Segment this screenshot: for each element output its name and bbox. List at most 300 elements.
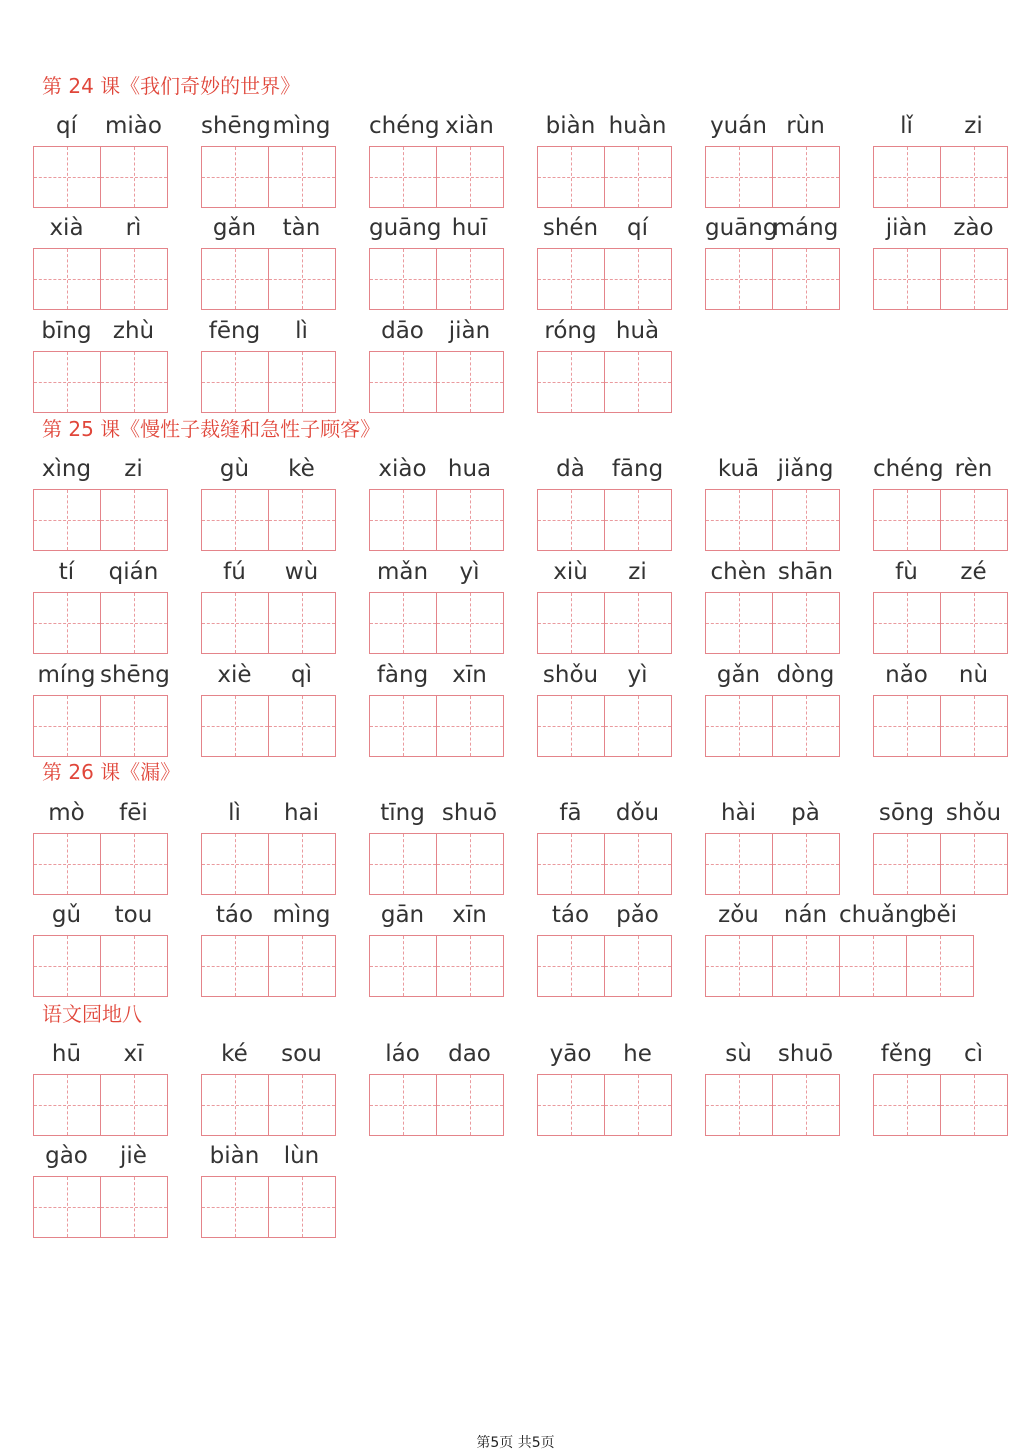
writing-cell[interactable] xyxy=(268,351,336,413)
writing-cell[interactable] xyxy=(772,489,840,551)
pinyin-syllable: shēng xyxy=(100,662,170,688)
writing-grid xyxy=(201,248,335,310)
writing-grid xyxy=(537,592,671,654)
writing-grid xyxy=(369,833,503,895)
writing-cell[interactable] xyxy=(201,695,269,757)
writing-cell[interactable] xyxy=(268,1176,336,1238)
pinyin-syllable: kuā xyxy=(717,456,760,482)
writing-cell[interactable] xyxy=(100,833,168,895)
writing-cell[interactable] xyxy=(33,351,101,413)
pinyin-line xyxy=(873,792,1007,832)
writing-cell[interactable] xyxy=(604,489,672,551)
pinyin-syllable: bīng xyxy=(41,318,92,344)
pinyin-syllable: xià xyxy=(49,215,84,241)
writing-cell[interactable] xyxy=(604,1074,672,1136)
writing-grid xyxy=(705,935,973,997)
writing-cell[interactable] xyxy=(268,489,336,551)
writing-grid xyxy=(369,592,503,654)
pinyin-syllable: xiàn xyxy=(445,113,494,139)
word-item xyxy=(33,1135,167,1175)
writing-cell[interactable] xyxy=(604,935,672,997)
pinyin-syllable: míng xyxy=(37,662,96,688)
writing-cell[interactable] xyxy=(772,935,840,997)
writing-cell[interactable] xyxy=(33,592,101,654)
pinyin-syllable: jiè xyxy=(120,1143,147,1169)
section-title: 第 25 课《慢性子裁缝和急性子顾客》 xyxy=(42,417,381,441)
pinyin-syllable: tou xyxy=(114,902,153,928)
section-title: 语文园地八 xyxy=(42,1002,142,1026)
pinyin-syllable: xiù xyxy=(553,559,588,585)
pinyin-line xyxy=(201,310,335,350)
writing-cell[interactable] xyxy=(33,833,101,895)
pinyin-syllable: qián xyxy=(108,559,159,585)
writing-cell[interactable] xyxy=(604,695,672,757)
pinyin-syllable: gù xyxy=(219,456,250,482)
writing-cell[interactable] xyxy=(100,935,168,997)
writing-cell[interactable] xyxy=(268,935,336,997)
pinyin-syllable: kè xyxy=(288,456,315,482)
writing-cell[interactable] xyxy=(369,833,437,895)
writing-cell[interactable] xyxy=(604,592,672,654)
writing-cell[interactable] xyxy=(940,489,1008,551)
pinyin-line xyxy=(705,1033,839,1073)
pinyin-line xyxy=(201,1135,335,1175)
writing-grid xyxy=(537,695,671,757)
word-item xyxy=(33,105,167,145)
word-item xyxy=(705,654,839,694)
word-item xyxy=(537,105,671,145)
writing-grid xyxy=(537,489,671,551)
writing-cell[interactable] xyxy=(369,146,437,208)
pinyin-syllable: jiàn xyxy=(885,215,928,241)
pinyin-line xyxy=(33,792,167,832)
pinyin-line xyxy=(369,448,503,488)
writing-cell[interactable] xyxy=(705,833,773,895)
word-item xyxy=(873,1033,1007,1073)
pinyin-syllable: fāng xyxy=(611,456,664,482)
word-item xyxy=(705,894,973,934)
writing-cell[interactable] xyxy=(906,935,974,997)
pinyin-syllable: dòng xyxy=(776,662,835,688)
writing-cell[interactable] xyxy=(201,489,269,551)
word-item xyxy=(33,310,167,350)
writing-grid xyxy=(369,1074,503,1136)
writing-grid xyxy=(873,146,1007,208)
pinyin-syllable: huàn xyxy=(608,113,667,139)
word-item xyxy=(369,448,503,488)
pinyin-line xyxy=(33,894,167,934)
writing-cell[interactable] xyxy=(436,248,504,310)
writing-cell[interactable] xyxy=(705,489,773,551)
pinyin-line xyxy=(369,551,503,591)
pinyin-syllable: láo xyxy=(385,1041,420,1067)
writing-cell[interactable] xyxy=(436,695,504,757)
writing-cell[interactable] xyxy=(705,695,773,757)
pinyin-line xyxy=(33,1033,167,1073)
writing-grid xyxy=(873,1074,1007,1136)
writing-cell[interactable] xyxy=(268,833,336,895)
word-item xyxy=(873,551,1007,591)
word-item xyxy=(705,1033,839,1073)
writing-cell[interactable] xyxy=(604,351,672,413)
pinyin-syllable: rùn xyxy=(786,113,825,139)
pinyin-line xyxy=(705,792,839,832)
pinyin-syllable: nán xyxy=(783,902,828,928)
pinyin-syllable: hua xyxy=(447,456,492,482)
word-item xyxy=(33,551,167,591)
writing-cell[interactable] xyxy=(940,1074,1008,1136)
writing-cell[interactable] xyxy=(268,248,336,310)
writing-cell[interactable] xyxy=(33,248,101,310)
writing-grid xyxy=(705,489,839,551)
writing-grid xyxy=(705,248,839,310)
word-item xyxy=(537,654,671,694)
pinyin-syllable: shān xyxy=(777,559,834,585)
pinyin-syllable: cì xyxy=(963,1041,984,1067)
pinyin-line xyxy=(201,654,335,694)
writing-grid xyxy=(873,833,1007,895)
writing-grid xyxy=(537,833,671,895)
writing-cell[interactable] xyxy=(537,695,605,757)
writing-cell[interactable] xyxy=(369,248,437,310)
writing-grid xyxy=(369,146,503,208)
writing-cell[interactable] xyxy=(537,351,605,413)
writing-grid xyxy=(33,833,167,895)
writing-cell[interactable] xyxy=(537,935,605,997)
pinyin-line xyxy=(537,894,671,934)
writing-cell[interactable] xyxy=(705,248,773,310)
pinyin-syllable: gǔ xyxy=(51,902,82,928)
writing-grid xyxy=(873,695,1007,757)
writing-cell[interactable] xyxy=(100,146,168,208)
pinyin-line xyxy=(537,105,671,145)
pinyin-syllable: yāo xyxy=(549,1041,592,1067)
writing-cell[interactable] xyxy=(436,146,504,208)
writing-grid xyxy=(201,935,335,997)
writing-grid xyxy=(537,935,671,997)
pinyin-syllable: qì xyxy=(291,662,312,688)
pinyin-syllable: huī xyxy=(451,215,488,241)
writing-cell[interactable] xyxy=(705,592,773,654)
pinyin-syllable: dǒu xyxy=(615,800,660,826)
pinyin-syllable: shuō xyxy=(441,800,498,826)
word-item xyxy=(705,105,839,145)
writing-grid xyxy=(369,695,503,757)
pinyin-line xyxy=(33,551,167,591)
writing-cell[interactable] xyxy=(436,1074,504,1136)
word-item xyxy=(705,207,839,247)
writing-cell[interactable] xyxy=(201,351,269,413)
pinyin-syllable: tīng xyxy=(380,800,425,826)
word-item xyxy=(537,1033,671,1073)
writing-grid xyxy=(201,489,335,551)
writing-cell[interactable] xyxy=(940,695,1008,757)
pinyin-line xyxy=(33,105,167,145)
pinyin-syllable: yì xyxy=(459,559,480,585)
pinyin-line xyxy=(33,1135,167,1175)
word-item xyxy=(537,310,671,350)
word-item xyxy=(33,448,167,488)
pinyin-syllable: pà xyxy=(791,800,820,826)
writing-grid xyxy=(873,489,1007,551)
word-item xyxy=(33,207,167,247)
writing-cell[interactable] xyxy=(268,695,336,757)
pinyin-syllable: zào xyxy=(953,215,994,241)
pinyin-syllable: dao xyxy=(448,1041,491,1067)
pinyin-line xyxy=(33,310,167,350)
pinyin-syllable: wù xyxy=(284,559,319,585)
pinyin-syllable: zhù xyxy=(112,318,155,344)
writing-cell[interactable] xyxy=(436,833,504,895)
writing-cell[interactable] xyxy=(537,1074,605,1136)
pinyin-syllable: jiàn xyxy=(448,318,491,344)
pinyin-line xyxy=(201,207,335,247)
writing-cell[interactable] xyxy=(772,248,840,310)
word-item xyxy=(537,551,671,591)
writing-grid xyxy=(33,695,167,757)
pinyin-line xyxy=(873,1033,1007,1073)
writing-cell[interactable] xyxy=(772,592,840,654)
writing-cell[interactable] xyxy=(100,592,168,654)
writing-cell[interactable] xyxy=(873,1074,941,1136)
pinyin-syllable: qí xyxy=(627,215,648,241)
word-item xyxy=(33,654,170,694)
pinyin-line xyxy=(873,654,1007,694)
pinyin-syllable: fēng xyxy=(208,318,261,344)
word-item xyxy=(201,105,335,145)
writing-grid xyxy=(201,833,335,895)
writing-grid xyxy=(33,1074,167,1136)
pinyin-syllable: chuǎng xyxy=(839,902,925,928)
writing-cell[interactable] xyxy=(100,351,168,413)
writing-grid xyxy=(369,935,503,997)
pinyin-syllable: huà xyxy=(615,318,660,344)
pinyin-syllable: máng xyxy=(772,215,839,241)
pinyin-syllable: zé xyxy=(960,559,987,585)
pinyin-line xyxy=(201,792,335,832)
writing-grid xyxy=(705,146,839,208)
writing-cell[interactable] xyxy=(369,935,437,997)
word-item xyxy=(537,792,671,832)
writing-grid xyxy=(201,146,335,208)
writing-cell[interactable] xyxy=(100,1176,168,1238)
writing-cell[interactable] xyxy=(268,146,336,208)
pinyin-syllable: mìng xyxy=(272,902,331,928)
writing-cell[interactable] xyxy=(873,248,941,310)
writing-cell[interactable] xyxy=(436,935,504,997)
word-item xyxy=(201,448,335,488)
writing-grid xyxy=(201,695,335,757)
writing-cell[interactable] xyxy=(33,489,101,551)
pinyin-syllable: shén xyxy=(542,215,599,241)
writing-cell[interactable] xyxy=(369,489,437,551)
pinyin-syllable: mò xyxy=(48,800,85,826)
pinyin-syllable: fàng xyxy=(376,662,429,688)
pinyin-syllable: lì xyxy=(228,800,241,826)
writing-cell[interactable] xyxy=(537,248,605,310)
writing-cell[interactable] xyxy=(873,695,941,757)
writing-cell[interactable] xyxy=(436,351,504,413)
writing-cell[interactable] xyxy=(537,489,605,551)
writing-cell[interactable] xyxy=(705,146,773,208)
pinyin-line xyxy=(537,654,671,694)
writing-grid xyxy=(33,592,167,654)
pinyin-line xyxy=(537,448,671,488)
writing-cell[interactable] xyxy=(940,146,1008,208)
word-item xyxy=(873,792,1007,832)
pinyin-syllable: rèn xyxy=(954,456,993,482)
writing-cell[interactable] xyxy=(537,146,605,208)
writing-cell[interactable] xyxy=(537,833,605,895)
pinyin-syllable: dāo xyxy=(381,318,424,344)
writing-cell[interactable] xyxy=(33,935,101,997)
writing-cell[interactable] xyxy=(369,1074,437,1136)
pinyin-syllable: xīn xyxy=(452,902,487,928)
pinyin-line xyxy=(369,654,503,694)
writing-cell[interactable] xyxy=(772,146,840,208)
word-item xyxy=(369,792,503,832)
pinyin-syllable: mǎn xyxy=(376,559,429,585)
section-title: 第 26 课《漏》 xyxy=(42,760,181,784)
writing-grid xyxy=(537,248,671,310)
pinyin-line xyxy=(537,792,671,832)
writing-cell[interactable] xyxy=(604,833,672,895)
pinyin-line xyxy=(369,894,503,934)
word-item xyxy=(705,448,839,488)
word-item xyxy=(33,792,167,832)
writing-cell[interactable] xyxy=(436,489,504,551)
pinyin-syllable: fēi xyxy=(119,800,148,826)
pinyin-syllable: shuō xyxy=(777,1041,834,1067)
writing-cell[interactable] xyxy=(873,146,941,208)
pinyin-line xyxy=(873,448,1007,488)
writing-cell[interactable] xyxy=(772,695,840,757)
writing-grid xyxy=(705,1074,839,1136)
pinyin-syllable: jiǎng xyxy=(777,456,834,482)
word-item xyxy=(537,448,671,488)
writing-cell[interactable] xyxy=(201,248,269,310)
writing-cell[interactable] xyxy=(33,695,101,757)
pinyin-line xyxy=(33,448,167,488)
pinyin-line xyxy=(705,654,839,694)
pinyin-line xyxy=(201,894,335,934)
word-item xyxy=(369,551,503,591)
writing-cell[interactable] xyxy=(201,1176,269,1238)
writing-cell[interactable] xyxy=(839,935,907,997)
pinyin-line xyxy=(33,654,170,694)
pinyin-line xyxy=(537,310,671,350)
writing-grid xyxy=(33,248,167,310)
word-item xyxy=(201,207,335,247)
pinyin-syllable: fú xyxy=(223,559,246,585)
writing-grid xyxy=(537,1074,671,1136)
writing-cell[interactable] xyxy=(100,489,168,551)
pinyin-syllable: xīn xyxy=(452,662,487,688)
pinyin-syllable: biàn xyxy=(545,113,596,139)
writing-cell[interactable] xyxy=(873,489,941,551)
writing-cell[interactable] xyxy=(33,1074,101,1136)
writing-cell[interactable] xyxy=(705,935,773,997)
writing-grid xyxy=(873,592,1007,654)
page-footer: 第5页 共5页 xyxy=(476,1435,555,1451)
pinyin-syllable: yuán xyxy=(710,113,767,139)
pinyin-syllable: sou xyxy=(281,1041,322,1067)
writing-cell[interactable] xyxy=(33,146,101,208)
writing-grid xyxy=(33,1176,167,1238)
writing-cell[interactable] xyxy=(201,935,269,997)
word-item xyxy=(33,894,167,934)
writing-cell[interactable] xyxy=(940,833,1008,895)
writing-cell[interactable] xyxy=(369,695,437,757)
writing-cell[interactable] xyxy=(940,592,1008,654)
pinyin-syllable: xiè xyxy=(217,662,252,688)
writing-cell[interactable] xyxy=(873,833,941,895)
pinyin-line xyxy=(537,551,671,591)
writing-grid xyxy=(201,592,335,654)
pinyin-syllable: lùn xyxy=(283,1143,320,1169)
writing-cell[interactable] xyxy=(201,592,269,654)
word-item xyxy=(705,792,839,832)
writing-cell[interactable] xyxy=(604,146,672,208)
pinyin-line xyxy=(537,1033,671,1073)
writing-cell[interactable] xyxy=(268,1074,336,1136)
pinyin-syllable: fù xyxy=(895,559,918,585)
pinyin-syllable: táo xyxy=(215,902,254,928)
writing-cell[interactable] xyxy=(201,833,269,895)
writing-grid xyxy=(201,1176,335,1238)
pinyin-syllable: gān xyxy=(380,902,425,928)
writing-grid xyxy=(33,935,167,997)
pinyin-line xyxy=(705,894,973,934)
pinyin-syllable: zi xyxy=(628,559,647,585)
writing-cell[interactable] xyxy=(100,695,168,757)
writing-cell[interactable] xyxy=(201,146,269,208)
writing-cell[interactable] xyxy=(100,1074,168,1136)
writing-grid xyxy=(33,146,167,208)
writing-cell[interactable] xyxy=(369,351,437,413)
writing-cell[interactable] xyxy=(940,248,1008,310)
writing-cell[interactable] xyxy=(100,248,168,310)
writing-cell[interactable] xyxy=(436,592,504,654)
writing-grid xyxy=(201,351,335,413)
word-item xyxy=(705,551,839,591)
pinyin-line xyxy=(873,551,1007,591)
word-item xyxy=(369,310,503,350)
writing-cell[interactable] xyxy=(705,1074,773,1136)
writing-cell[interactable] xyxy=(873,592,941,654)
pinyin-syllable: tàn xyxy=(282,215,321,241)
pinyin-syllable: biàn xyxy=(209,1143,260,1169)
writing-cell[interactable] xyxy=(369,592,437,654)
writing-grid xyxy=(369,248,503,310)
pinyin-syllable: fā xyxy=(559,800,582,826)
word-item xyxy=(201,894,335,934)
writing-cell[interactable] xyxy=(201,1074,269,1136)
pinyin-syllable: qí xyxy=(56,113,77,139)
writing-cell[interactable] xyxy=(268,592,336,654)
writing-cell[interactable] xyxy=(772,833,840,895)
pinyin-syllable: rì xyxy=(125,215,142,241)
writing-cell[interactable] xyxy=(33,1176,101,1238)
word-item xyxy=(873,207,1007,247)
writing-cell[interactable] xyxy=(772,1074,840,1136)
section-title: 第 24 课《我们奇妙的世界》 xyxy=(42,74,301,98)
pinyin-syllable: fěng xyxy=(880,1041,933,1067)
writing-grid xyxy=(369,489,503,551)
word-item xyxy=(201,551,335,591)
writing-cell[interactable] xyxy=(537,592,605,654)
writing-cell[interactable] xyxy=(604,248,672,310)
